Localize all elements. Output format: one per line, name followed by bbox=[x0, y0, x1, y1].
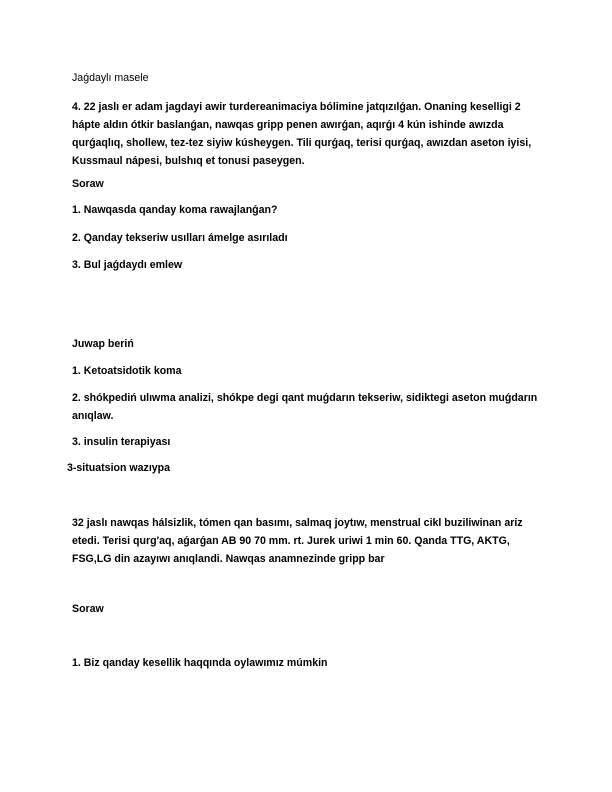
situation-title: 3-situatsion wazıypa bbox=[67, 462, 171, 474]
case1-question-2: 2. Qanday tekseriw usılları ámelge asırıladı bbox=[72, 232, 288, 244]
case2-description: 32 jaslı nawqas hálsizlik, tómen qan basımı, salmaq joytıw, menstrual cikl buziliwinan ariz etedi. Terisi qurg'aq, aǵarǵan AB 90 70 mm. rt. Jurek uriwi 1 min 60. Qanda TTG, AKTG, FSG,LG din azayıwı anıqlandi. Nawqas anamnezinde gripp bar bbox=[72, 517, 523, 565]
case1-question-3: 3. Bul jaǵdaydı emlew bbox=[72, 259, 183, 271]
case1-answer-label: Juwap beriń bbox=[72, 338, 134, 350]
case1-answer-1: 1. Ketoatsidotik koma bbox=[72, 365, 182, 377]
case1-question-1: 1. Nawqasda qanday koma rawajlanǵan? bbox=[72, 204, 278, 216]
case1-answer-2: 2. shókpediń ulıwma analizi, shókpe degi qant muǵdarın tekseriw, sidiktegi aseton muǵdarın anıqlaw. bbox=[72, 392, 538, 422]
case2-question-1: 1. Biz qanday kesellik haqqında oylawımız múmkin bbox=[72, 657, 328, 669]
case1-question-label: Soraw bbox=[72, 178, 104, 190]
case2-question-label: Soraw bbox=[72, 603, 104, 615]
case1-description: 4. 22 jaslı er adam jagdayi awir turdereanimaciya bólimine jatqızılǵan. Onaning keselligi 2 hápte aldın ótkir baslanǵan, nawqas gripp penen awırǵan, aqırǵı 4 kún ishinde awızda qurǵaqlıq, shollew, tez-tez siyiw kúsheygen. Tili qurǵaq, terisi qurǵaq, awızdan aseton iyisi, Kussmaul nápesi, bulshıq et tonusi paseygen. bbox=[72, 101, 532, 167]
case1-answer-3: 3. insulin terapiyası bbox=[72, 436, 171, 448]
document-heading: Jaǵdaylı masele bbox=[72, 72, 149, 84]
